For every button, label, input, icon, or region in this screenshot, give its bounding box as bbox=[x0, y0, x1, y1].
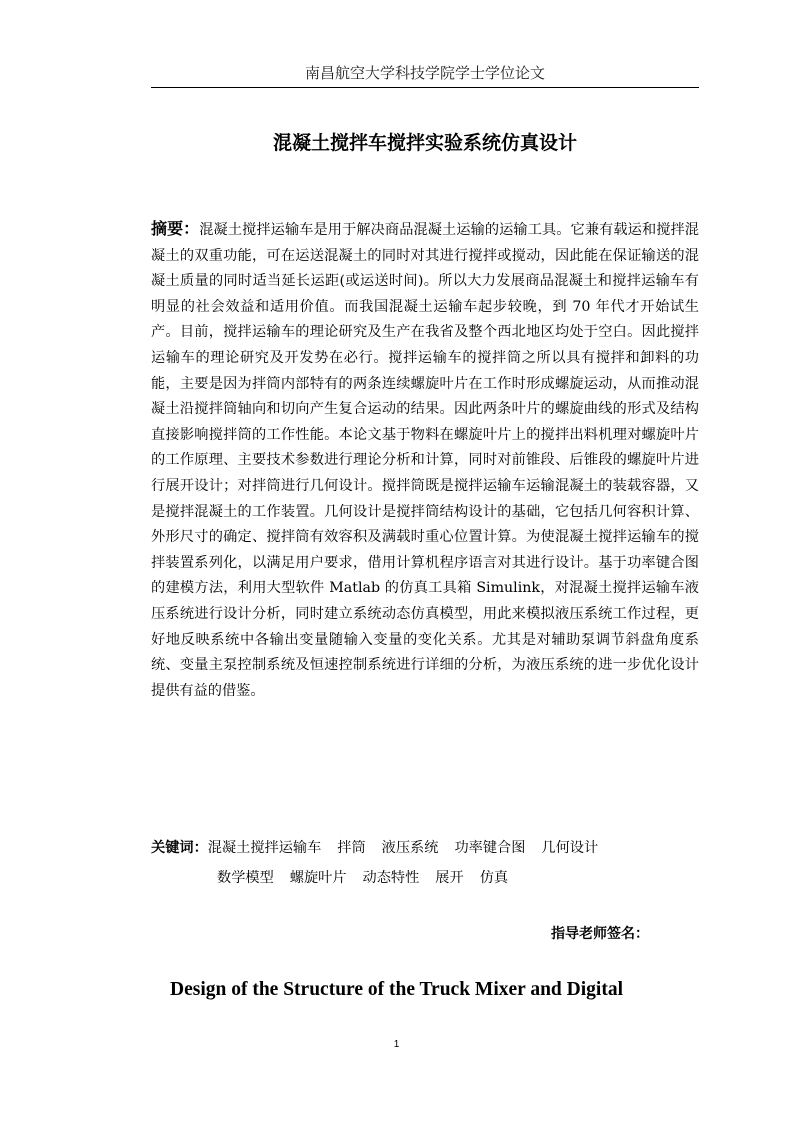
header-rule bbox=[151, 87, 699, 88]
keyword: 液压系统 bbox=[381, 840, 439, 856]
keyword: 混凝土搅拌运输车 bbox=[207, 840, 322, 856]
page-number: 1 bbox=[393, 1039, 400, 1050]
abstract-label: 摘要： bbox=[151, 219, 200, 238]
keyword: 几何设计 bbox=[541, 840, 599, 856]
advisor-signature-label: 指导老师签名： bbox=[551, 926, 649, 942]
keywords-block bbox=[151, 833, 699, 893]
keyword: 动态特性 bbox=[362, 870, 420, 886]
keywords-label: 关键词： bbox=[151, 840, 208, 856]
keywords-line-2 bbox=[151, 863, 699, 893]
abstract-paragraph bbox=[151, 216, 699, 704]
english-title: Design of the Structure of the Truck Mixer and Digital bbox=[170, 979, 623, 1000]
keyword: 数学模型 bbox=[217, 870, 274, 886]
keyword: 展开 bbox=[435, 870, 464, 886]
keywords-line-1 bbox=[151, 833, 699, 863]
keyword: 功率键合图 bbox=[454, 840, 526, 856]
keyword: 仿真 bbox=[479, 870, 509, 886]
abstract-text: 混凝土搅拌运输车是用于解决商品混凝土运输的运输工具。它兼有载运和搅拌混凝土的双重功能，可在运送混凝土的同时对其进行搅拌或搅动，因此能在保证输送的混凝土质量的同时适当延长运距(或运送时间)。所以大力发展商品混凝土和搅拌运输车有明显的社会效益和适用价值。而我国混凝土运输车起步较晚，到 70 年代才开始试生产。目前，搅拌运输车的理论研究及生产在我省及整个西北地区均处于空白。因此搅拌运输车的理论研究及开发势在必行。搅拌运输车的搅拌筒之所以具有搅拌和卸料的功能，主要是因为拌筒内部特有的两条连续螺旋叶片在工作时形成螺旋运动，从而推动混凝土沿搅拌筒轴向和切向产生复合运动的结果。因此两条叶片的螺旋曲线的形式及结构直接影响搅拌筒的工作性能。本论文基于物料在螺旋叶片上的搅拌出料机理对螺旋叶片的工作原理、主要技术参数进行理论分析和计算，同时对前锥段、后锥段的螺旋叶片进行展开设计；对拌筒进行几何设计。搅拌筒既是搅拌运输车运输混凝土的装载容器，又是搅拌混凝土的工作装置。几何设计是搅拌筒结构设计的基础，它包括几何容积计算、外形尺寸的确定、搅拌筒有效容积及满载时重心位置计算。为使混凝土搅拌运输车的搅拌装置系列化，以满足用户要求，借用计算机程序语言对其进行设计。基于功率键合图的建模方法，利用大型软件 Matlab 的仿真工具箱 Simulink，对混凝土搅拌运输车液压系统进行设计分析，同时建立系统动态仿真模型，用此来模拟液压系统工作过程，更好地反映系统中各输出变量随输入变量的变化关系。尤其是对辅助泵调节斜盘角度系统、变量主泵控制系统及恒速控制系统进行详细的分析，为液压系统的进一步优化设计提供有益的借鉴。 bbox=[151, 222, 699, 699]
keyword: 螺旋叶片 bbox=[289, 870, 347, 886]
running-header: 南昌航空大学科技学院学士学位论文 bbox=[304, 64, 545, 82]
page-title: 混凝土搅拌车搅拌实验系统仿真设计 bbox=[272, 132, 577, 154]
keyword: 拌筒 bbox=[337, 840, 366, 856]
